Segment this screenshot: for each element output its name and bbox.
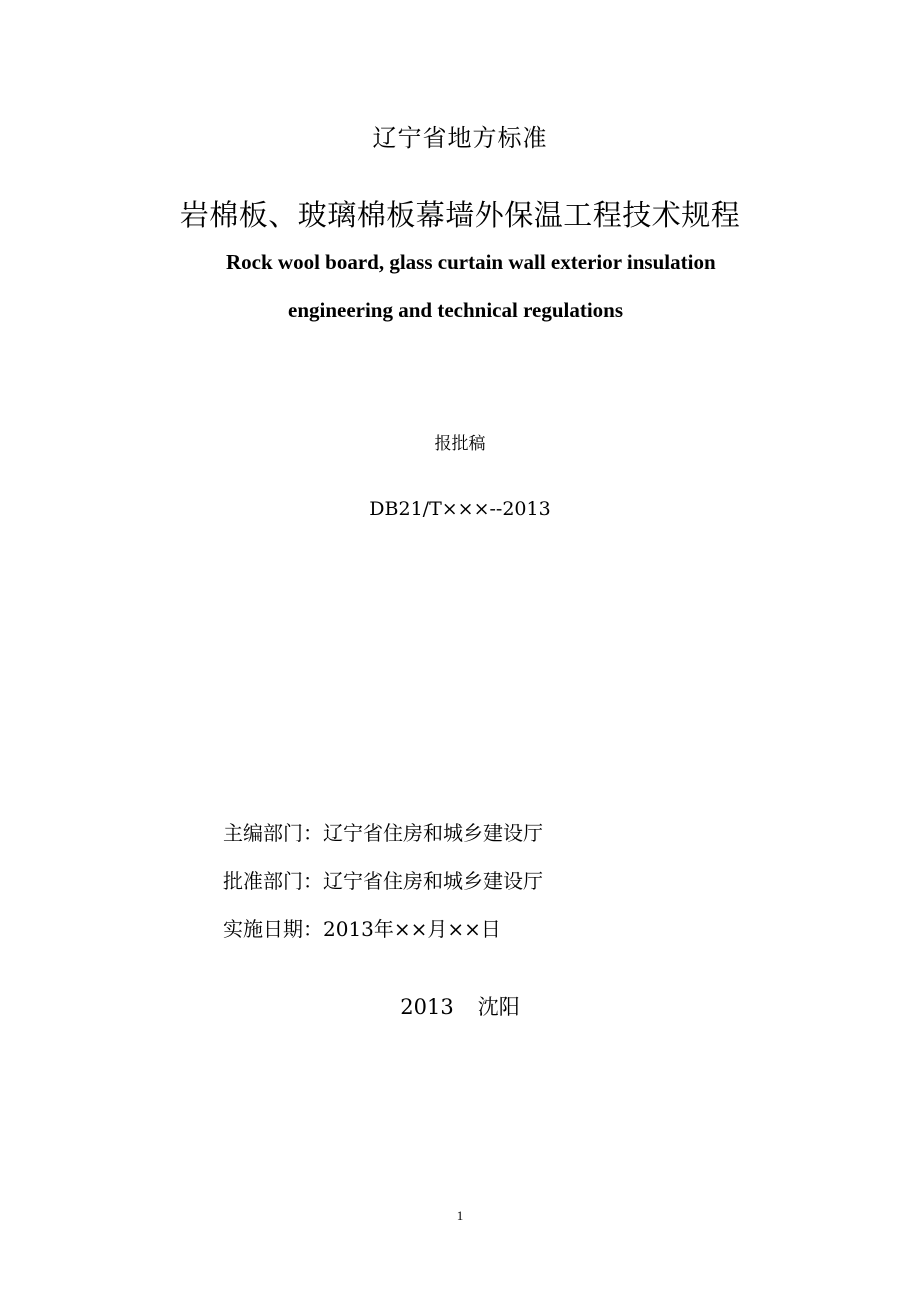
standard-code: DB21/T×××--2013: [369, 498, 551, 520]
editor-department: 主编部门：辽宁省住房和城乡建设厅: [223, 821, 543, 845]
approval-department: 批准部门：辽宁省住房和城乡建设厅: [223, 869, 543, 893]
page-number: 1: [456, 1208, 464, 1223]
title-english-line-1: Rock wool board, glass curtain wall exterior insulation: [226, 250, 716, 274]
effective-date: 实施日期：2013年××月××日: [223, 917, 501, 941]
publication-city: 沈阳: [477, 995, 520, 1019]
standard-type: 辽宁省地方标准: [372, 124, 548, 152]
publication-place: [0, 991, 920, 1021]
title-chinese: 岩棉板、玻璃棉板幕墙外保温工程技术规程: [179, 198, 741, 232]
publication-year: 2013: [400, 995, 454, 1019]
draft-status: 报批稿: [434, 434, 486, 454]
title-english-line-2: engineering and technical regulations: [288, 298, 624, 322]
